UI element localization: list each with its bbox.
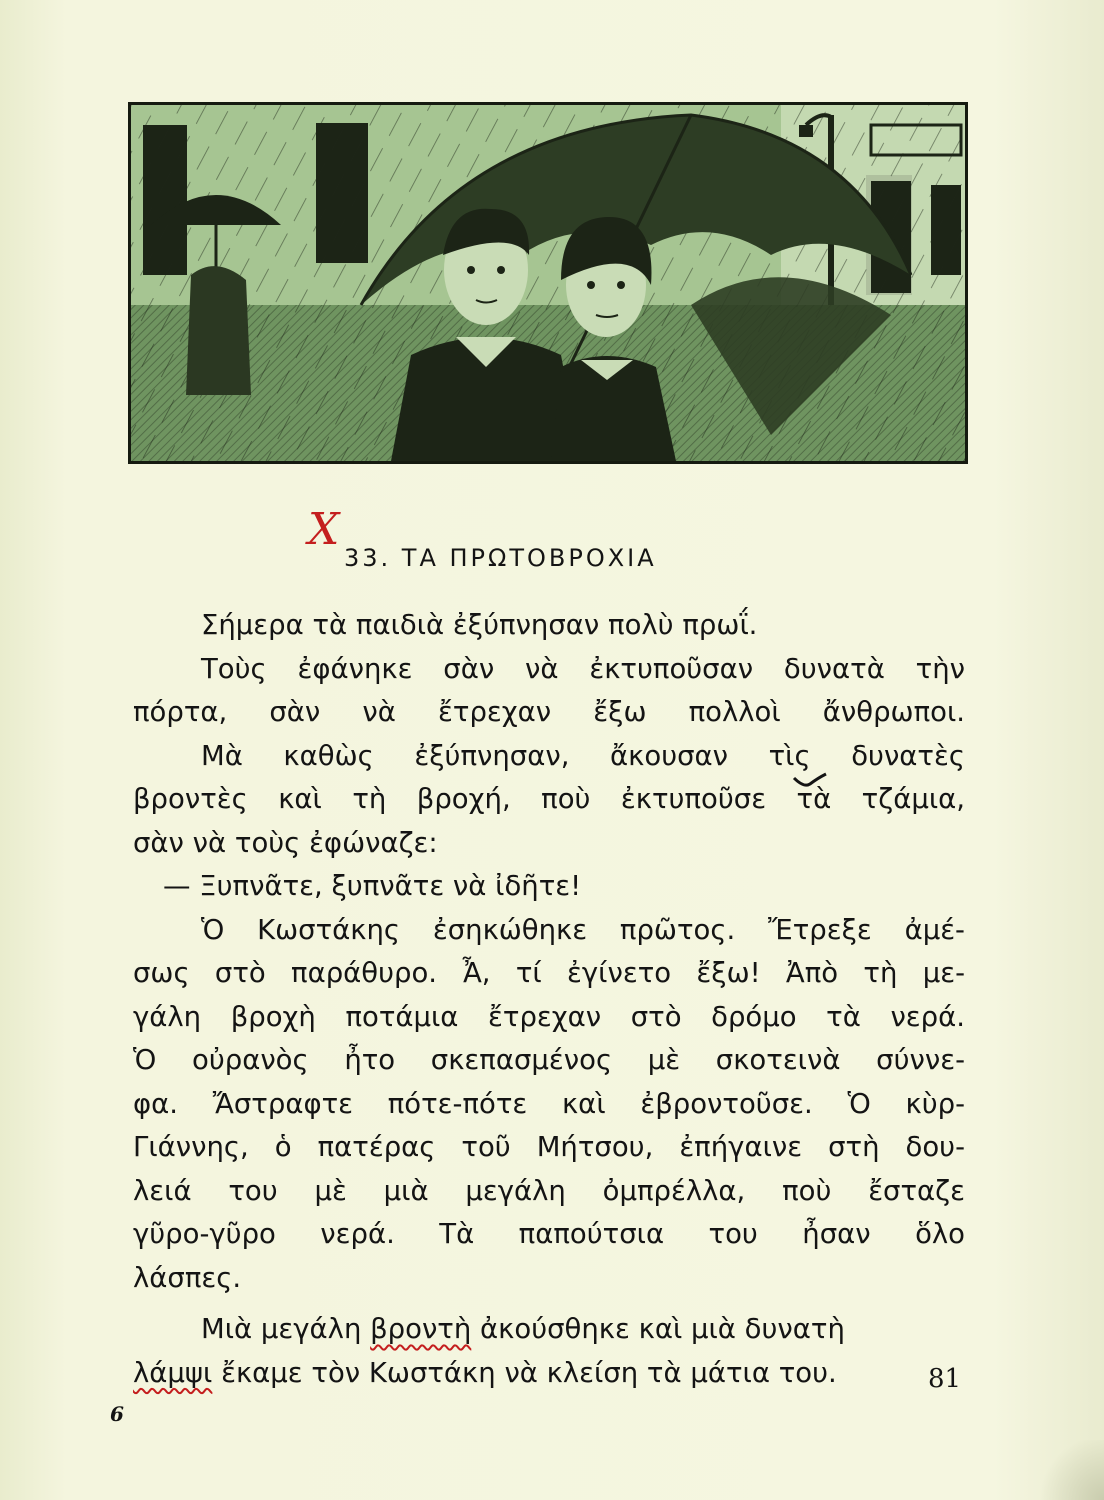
signature-mark: 6: [110, 1402, 124, 1426]
text-line: [133, 1308, 965, 1352]
text-fragment: ἀκούσθηκε καὶ μιὰ δυνατὴ: [471, 1313, 845, 1345]
text-line: Γιάννης, ὁ πατέρας τοῦ Μήτσου, ἐπήγαινε στὴ δου-: [133, 1131, 965, 1163]
text-line: γῦρο-γῦρο νερά. Τὰ παπούτσια του ἦσαν ὅλο: [133, 1218, 965, 1250]
text-line: Σήμερα τὰ παιδιὰ ἐξύπνησαν πολὺ πρωΐ.: [201, 609, 758, 641]
text-line: λάσπες.: [133, 1261, 242, 1294]
illustration-drawing: [131, 105, 965, 461]
text-line: Ὁ οὐρανὸς ἦτο σκεπασμένος μὲ σκοτεινὰ σύννε-: [133, 1044, 965, 1076]
text-line: σὰν νὰ τοὺς ἐφώναζε:: [133, 826, 438, 859]
text-line: πόρτα, σὰν νὰ ἔτρεχαν ἔξω πολλοὶ ἄνθρωποι.: [133, 696, 965, 728]
text-fragment: ἔκαμε τὸν Κωστάκη νὰ κλείση τὰ μάτια του.: [212, 1356, 837, 1389]
chapter-title: 33. ΤΑ ΠΡΩΤΟΒΡΟΧΙΑ: [344, 544, 657, 572]
text-line: βροντὲς καὶ τὴ βροχή, ποὺ ἐκτυποῦσε τὰ τζάμια,: [133, 783, 965, 815]
underlined-word: βροντὴ: [370, 1313, 472, 1345]
underlined-word: λάμψι: [133, 1356, 213, 1389]
text-line: σως στὸ παράθυρο. Ἆ, τί ἐγίνετο ἔξω! Ἀπὸ τὴ με-: [133, 957, 965, 989]
text-line: γάλη βροχὴ ποτάμια ἔτρεχαν στὸ δρόμο τὰ νερά.: [133, 1000, 965, 1033]
text-line: λειά του μὲ μιὰ μεγάλη ὀμπρέλλα, ποὺ ἔσταζε: [133, 1174, 965, 1207]
text-fragment: Μιὰ μεγάλη: [201, 1313, 371, 1345]
chapter-body: [133, 604, 965, 1395]
text-line: Τοὺς ἐφάνηκε σὰν νὰ ἐκτυποῦσαν δυνατὰ τὴν: [201, 652, 965, 685]
page-number: 81: [928, 1364, 962, 1394]
page-corner-stain: [1034, 1440, 1104, 1500]
rainy-street-umbrellas-illustration: [128, 102, 968, 464]
text-line: Μὰ καθὼς ἐξύπνησαν, ἄκουσαν τὶς δυνατὲς: [201, 739, 965, 772]
text-line: — Ξυπνᾶτε, ξυπνᾶτε νὰ ἰδῆτε!: [163, 870, 582, 902]
text-line: [133, 1352, 965, 1396]
text-line: φα. Ἄστραφτε πότε-πότε καὶ ἐβροντοῦσε. Ὁ κὺρ-: [133, 1087, 965, 1120]
text-line: Ὁ Κωστάκης ἐσηκώθηκε πρῶτος. Ἔτρεξε ἀμέ-: [201, 913, 965, 946]
red-x-annotation: X: [308, 504, 340, 555]
